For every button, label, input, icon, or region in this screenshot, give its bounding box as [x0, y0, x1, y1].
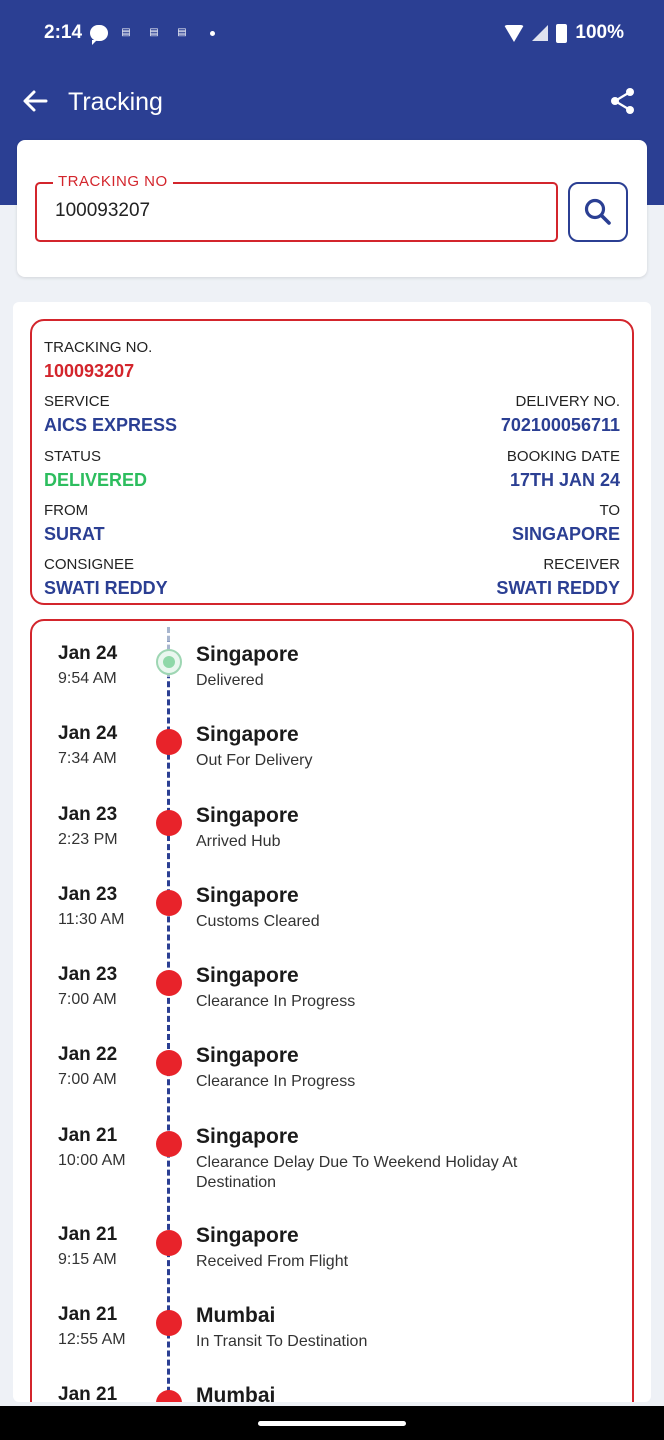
- to-label: TO: [599, 502, 620, 519]
- event-date: Jan 23: [58, 964, 118, 985]
- event-dot-icon: [156, 1131, 182, 1157]
- timeline-event: [32, 643, 632, 723]
- timeline-event: [32, 1224, 632, 1304]
- event-date: Jan 21: [58, 1224, 118, 1245]
- timeline-event: [32, 1384, 632, 1402]
- event-time: 7:34 AM: [58, 750, 117, 767]
- event-status: Clearance In Progress: [196, 1073, 356, 1090]
- page-title: Tracking: [68, 88, 163, 116]
- status-system-icons: [504, 22, 624, 44]
- event-date: Jan 21: [58, 1304, 118, 1325]
- event-status: Delivered: [196, 672, 264, 689]
- chat-icon: [90, 25, 108, 41]
- event-time: 11:30 AM: [58, 911, 125, 928]
- delivery-no-value: 702100056711: [500, 415, 620, 435]
- event-dot-icon: [156, 1390, 182, 1402]
- event-status: Clearance In Progress: [196, 993, 356, 1010]
- event-time: 2:23 PM: [58, 831, 118, 848]
- event-date: Jan 21: [58, 1384, 118, 1402]
- event-date: Jan 22: [58, 1044, 118, 1065]
- tracking-timeline: [30, 619, 634, 1402]
- event-status: In Transit To Destination: [196, 1333, 368, 1350]
- delivery-no-label: DELIVERY NO.: [515, 393, 620, 410]
- notification-icon: ▤: [177, 27, 187, 38]
- event-time: 7:00 AM: [58, 1071, 117, 1088]
- event-city: Singapore: [196, 643, 299, 666]
- tracking-number-input[interactable]: [55, 200, 535, 222]
- event-dot-icon: [156, 1230, 182, 1256]
- event-city: Singapore: [196, 723, 299, 746]
- app-bar: [0, 76, 664, 132]
- consignee-label: CONSIGNEE: [44, 556, 135, 573]
- tracking-no-value: 100093207: [44, 361, 135, 381]
- from-value: SURAT: [44, 524, 105, 544]
- event-city: Singapore: [196, 884, 299, 907]
- event-city: Mumbai: [196, 1304, 276, 1327]
- event-dot-icon: [156, 970, 182, 996]
- arrow-left-icon[interactable]: [20, 86, 50, 116]
- event-date: Jan 23: [58, 804, 118, 825]
- event-dot-icon: [156, 729, 182, 755]
- notification-icon: ▤: [121, 27, 131, 38]
- event-dot-icon: [156, 810, 182, 836]
- event-city: Singapore: [196, 1125, 299, 1148]
- event-city: Mumbai: [196, 1384, 276, 1402]
- event-city: Singapore: [196, 804, 299, 827]
- event-city: Singapore: [196, 964, 299, 987]
- timeline-event: [32, 964, 632, 1044]
- event-time: 9:54 AM: [58, 670, 117, 687]
- wifi-icon: [504, 25, 524, 42]
- event-time: 10:00 AM: [58, 1152, 126, 1169]
- tracking-number-label: TRACKING NO: [53, 173, 173, 190]
- home-gesture-handle[interactable]: [258, 1421, 406, 1426]
- status-bar: [0, 0, 664, 66]
- search-button[interactable]: [568, 182, 628, 242]
- tracking-result-card: [13, 302, 651, 1402]
- service-value: AICS EXPRESS: [44, 415, 178, 435]
- timeline-event: [32, 1125, 632, 1225]
- event-date: Jan 24: [58, 723, 118, 744]
- service-label: SERVICE: [44, 393, 110, 410]
- notification-icon: ▤: [149, 27, 159, 38]
- status-notification-icons: [90, 22, 215, 44]
- timeline-event: [32, 884, 632, 964]
- event-dot-icon: [156, 890, 182, 916]
- booking-date-label: BOOKING DATE: [506, 448, 620, 465]
- from-label: FROM: [44, 502, 89, 519]
- status-value: DELIVERED: [44, 470, 148, 490]
- consignee-value: SWATI REDDY: [44, 578, 168, 598]
- timeline-event: [32, 1044, 632, 1124]
- timeline-event: [32, 804, 632, 884]
- delivered-dot-icon: [156, 649, 182, 675]
- battery-percent: 100%: [575, 22, 624, 43]
- event-status: Arrived Hub: [196, 833, 281, 850]
- event-date: Jan 21: [58, 1125, 118, 1146]
- booking-date-value: 17TH JAN 24: [509, 470, 620, 490]
- event-status: Received From Flight: [196, 1253, 349, 1270]
- dot-icon: [210, 31, 215, 36]
- timeline-event: [32, 1304, 632, 1384]
- event-city: Singapore: [196, 1224, 299, 1247]
- signal-icon: [532, 25, 548, 41]
- system-nav-bar: [0, 1406, 664, 1440]
- to-value: SINGAPORE: [511, 524, 620, 544]
- event-time: 9:15 AM: [58, 1251, 117, 1268]
- tracking-no-label: TRACKING NO.: [44, 339, 153, 356]
- event-city: Singapore: [196, 1044, 299, 1067]
- share-icon[interactable]: [608, 86, 638, 116]
- event-status: Out For Delivery: [196, 752, 313, 769]
- event-date: Jan 24: [58, 643, 118, 664]
- event-dot-icon: [156, 1310, 182, 1336]
- battery-icon: [556, 24, 567, 43]
- event-time: 7:00 AM: [58, 991, 117, 1008]
- receiver-value: SWATI REDDY: [496, 578, 620, 598]
- event-time: 12:55 AM: [58, 1331, 126, 1348]
- event-status: Customs Cleared: [196, 913, 320, 930]
- event-status: Clearance Delay Due To Weekend Holiday At Destination: [196, 1154, 518, 1191]
- status-label: STATUS: [44, 448, 101, 465]
- event-date: Jan 23: [58, 884, 118, 905]
- search-card: [17, 140, 647, 277]
- receiver-label: RECEIVER: [543, 556, 620, 573]
- timeline-event: [32, 723, 632, 803]
- tracking-number-field[interactable]: [35, 173, 558, 242]
- event-dot-icon: [156, 1050, 182, 1076]
- shipment-details: [30, 319, 634, 605]
- status-time: 2:14: [44, 22, 83, 43]
